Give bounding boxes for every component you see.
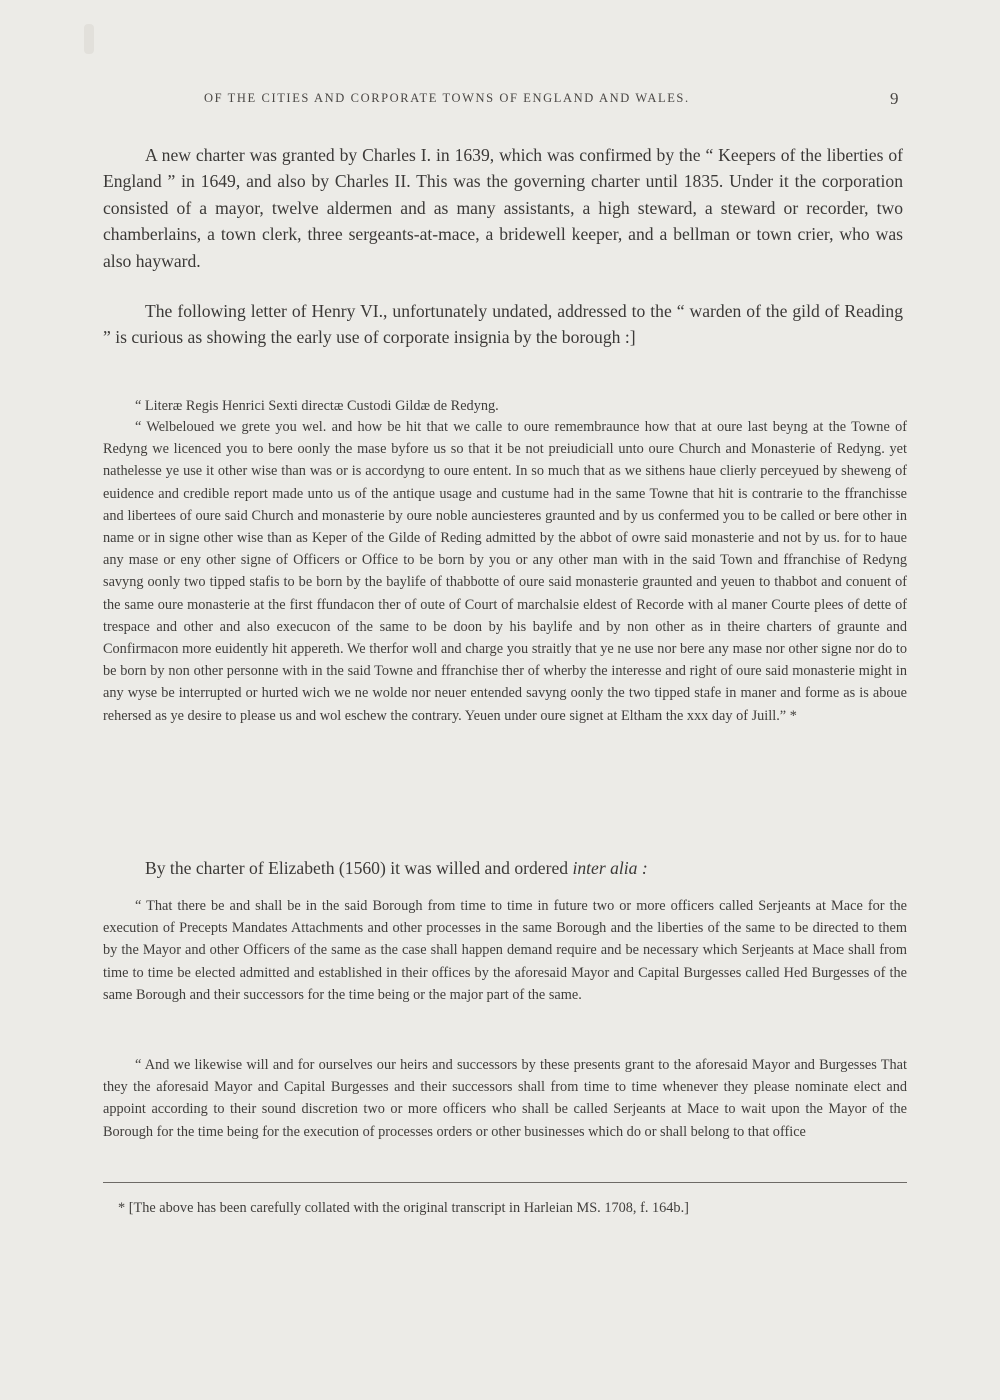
quote-letter-body: “ Welbeloued we grete you wel. and how be hit that we calle to oure remembraunce how that at oure last beyng at the Towne of Redyng we licenced you to bere oonly the mase byfore us so that it be not preiudiciall unto oure Church and Monasterie of Redyng. yet nathelesse ye use it other wise than was or is accordyng to oure entent. In so much that as we sithens haue clierly perceyued by sheweng of euidence and credible report made unto us of the antique usage and custume had in the same Towne that hit is contrarie to the ffranchisse and libertees of oure said Church and monasterie by oure noble aunciesteres graunted and by us confermed you to be called or bere other in name or in signe other wise than as Keper of the Gilde of Reding admitted by the abbot of owre said monasterie and not by us. for to haue any mase or eny other signe of Officers or Office to be born by you or any other man with in the said Town and ffranchise of Redyng savyng oonly two tipped stafis to be born by the baylife of thabbotte of oure said monasterie graunted and yeuen to thabbot and conuent of the same oure monasterie at the first ffundacon ther of oute of Court of marchalsie eldest of Recorde with al maner Courte plees of dette of trespace and other and also execucon of the same to be doon by his baylife and by non other as in theire charters of graunte and Confirmacon more euidently hit appereth. We therfor woll and charge you straitly that ye ne use nor bere any mase nor other signe nor do to be born by non other personne with in the said Towne and ffranchise ther of wherby the interesse and right of oure said monasterie might in any wyse be interrupted or hurted wich we ne wolde nor neuer entended savyng oonly the two tipped stafe in maner and forme as is aboue rehersed as ye desire to please us and wol eschew the contrary. Yeuen under oure signet at Eltham the xxx day of Juill.” *	[103, 419, 907, 724]
quote-elizabeth-second: “ And we likewise will and for ourselves our heirs and successors by these presents grant to the aforesaid Mayor and Burgesses That they the aforesaid Mayor and Capital Burgesses and their successors shall from time to time whenever they please nominate elect and appoint according to their sound discretion two or more officers who shall be called Serjeants at Mace to wait upon the Mayor of the Borough for the time being for the execution of processes orders or other businesses which do or shall belong to that office	[103, 1057, 907, 1140]
footnote: * [The above has been carefully collated with the original transcript in Harleian MS. 1708, f. 164b.]	[118, 1200, 689, 1216]
paragraph-henry-letter-intro: The following letter of Henry VI., unfortunately undated, addressed to the “ warden of the gild of Reading ” is curious as showing the early use of corporate insignia by the borough :]	[103, 301, 903, 348]
quote-elizabeth-first: “ That there be and shall be in the said Borough from time to time in future two or more officers called Serjeants at Mace for the execution of Precepts Mandates Attachments and other processes in the same Borough and the liberties of the same to be directed to them by the Mayor and other Officers of the same as the case shall happen demand require and be necessary which Serjeants at Mace shall from time to time be elected admitted and established in their offices by the aforesaid Mayor and Capital Burgesses called Hed Burgesses of the same Borough and their successors for the time being or the major part of the same.	[103, 898, 907, 1003]
paragraph-elizabeth-charter	[103, 855, 903, 881]
paragraph-charles-charter: A new charter was granted by Charles I. in 1639, which was confirmed by the “ Keepers of the liberties of England ” in 1649, and also by Charles II. This was the governing charter until 1835. Under it the corporation consisted of a mayor, twelve aldermen and as many assistants, a high steward, a steward or recorder, two chamberlains, a town clerk, three sergeants-at-mace, a bridewell keeper, and a bellman or town crier, who was also hayward.	[103, 145, 903, 271]
quote-letter-title: “ Literæ Regis Henrici Sexti directæ Custodi Gildæ de Redyng.	[135, 398, 499, 414]
page-number: 9	[890, 89, 899, 108]
elizabeth-intro-text: By the charter of Elizabeth (1560) it was willed and ordered	[145, 858, 569, 878]
elizabeth-intro-italic: inter alia :	[572, 858, 648, 878]
footnote-divider	[103, 1182, 907, 1183]
running-header	[0, 91, 1000, 113]
running-title: OF THE CITIES AND CORPORATE TOWNS OF ENGLAND AND WALES.	[204, 91, 690, 105]
paper-smudge	[84, 24, 94, 54]
